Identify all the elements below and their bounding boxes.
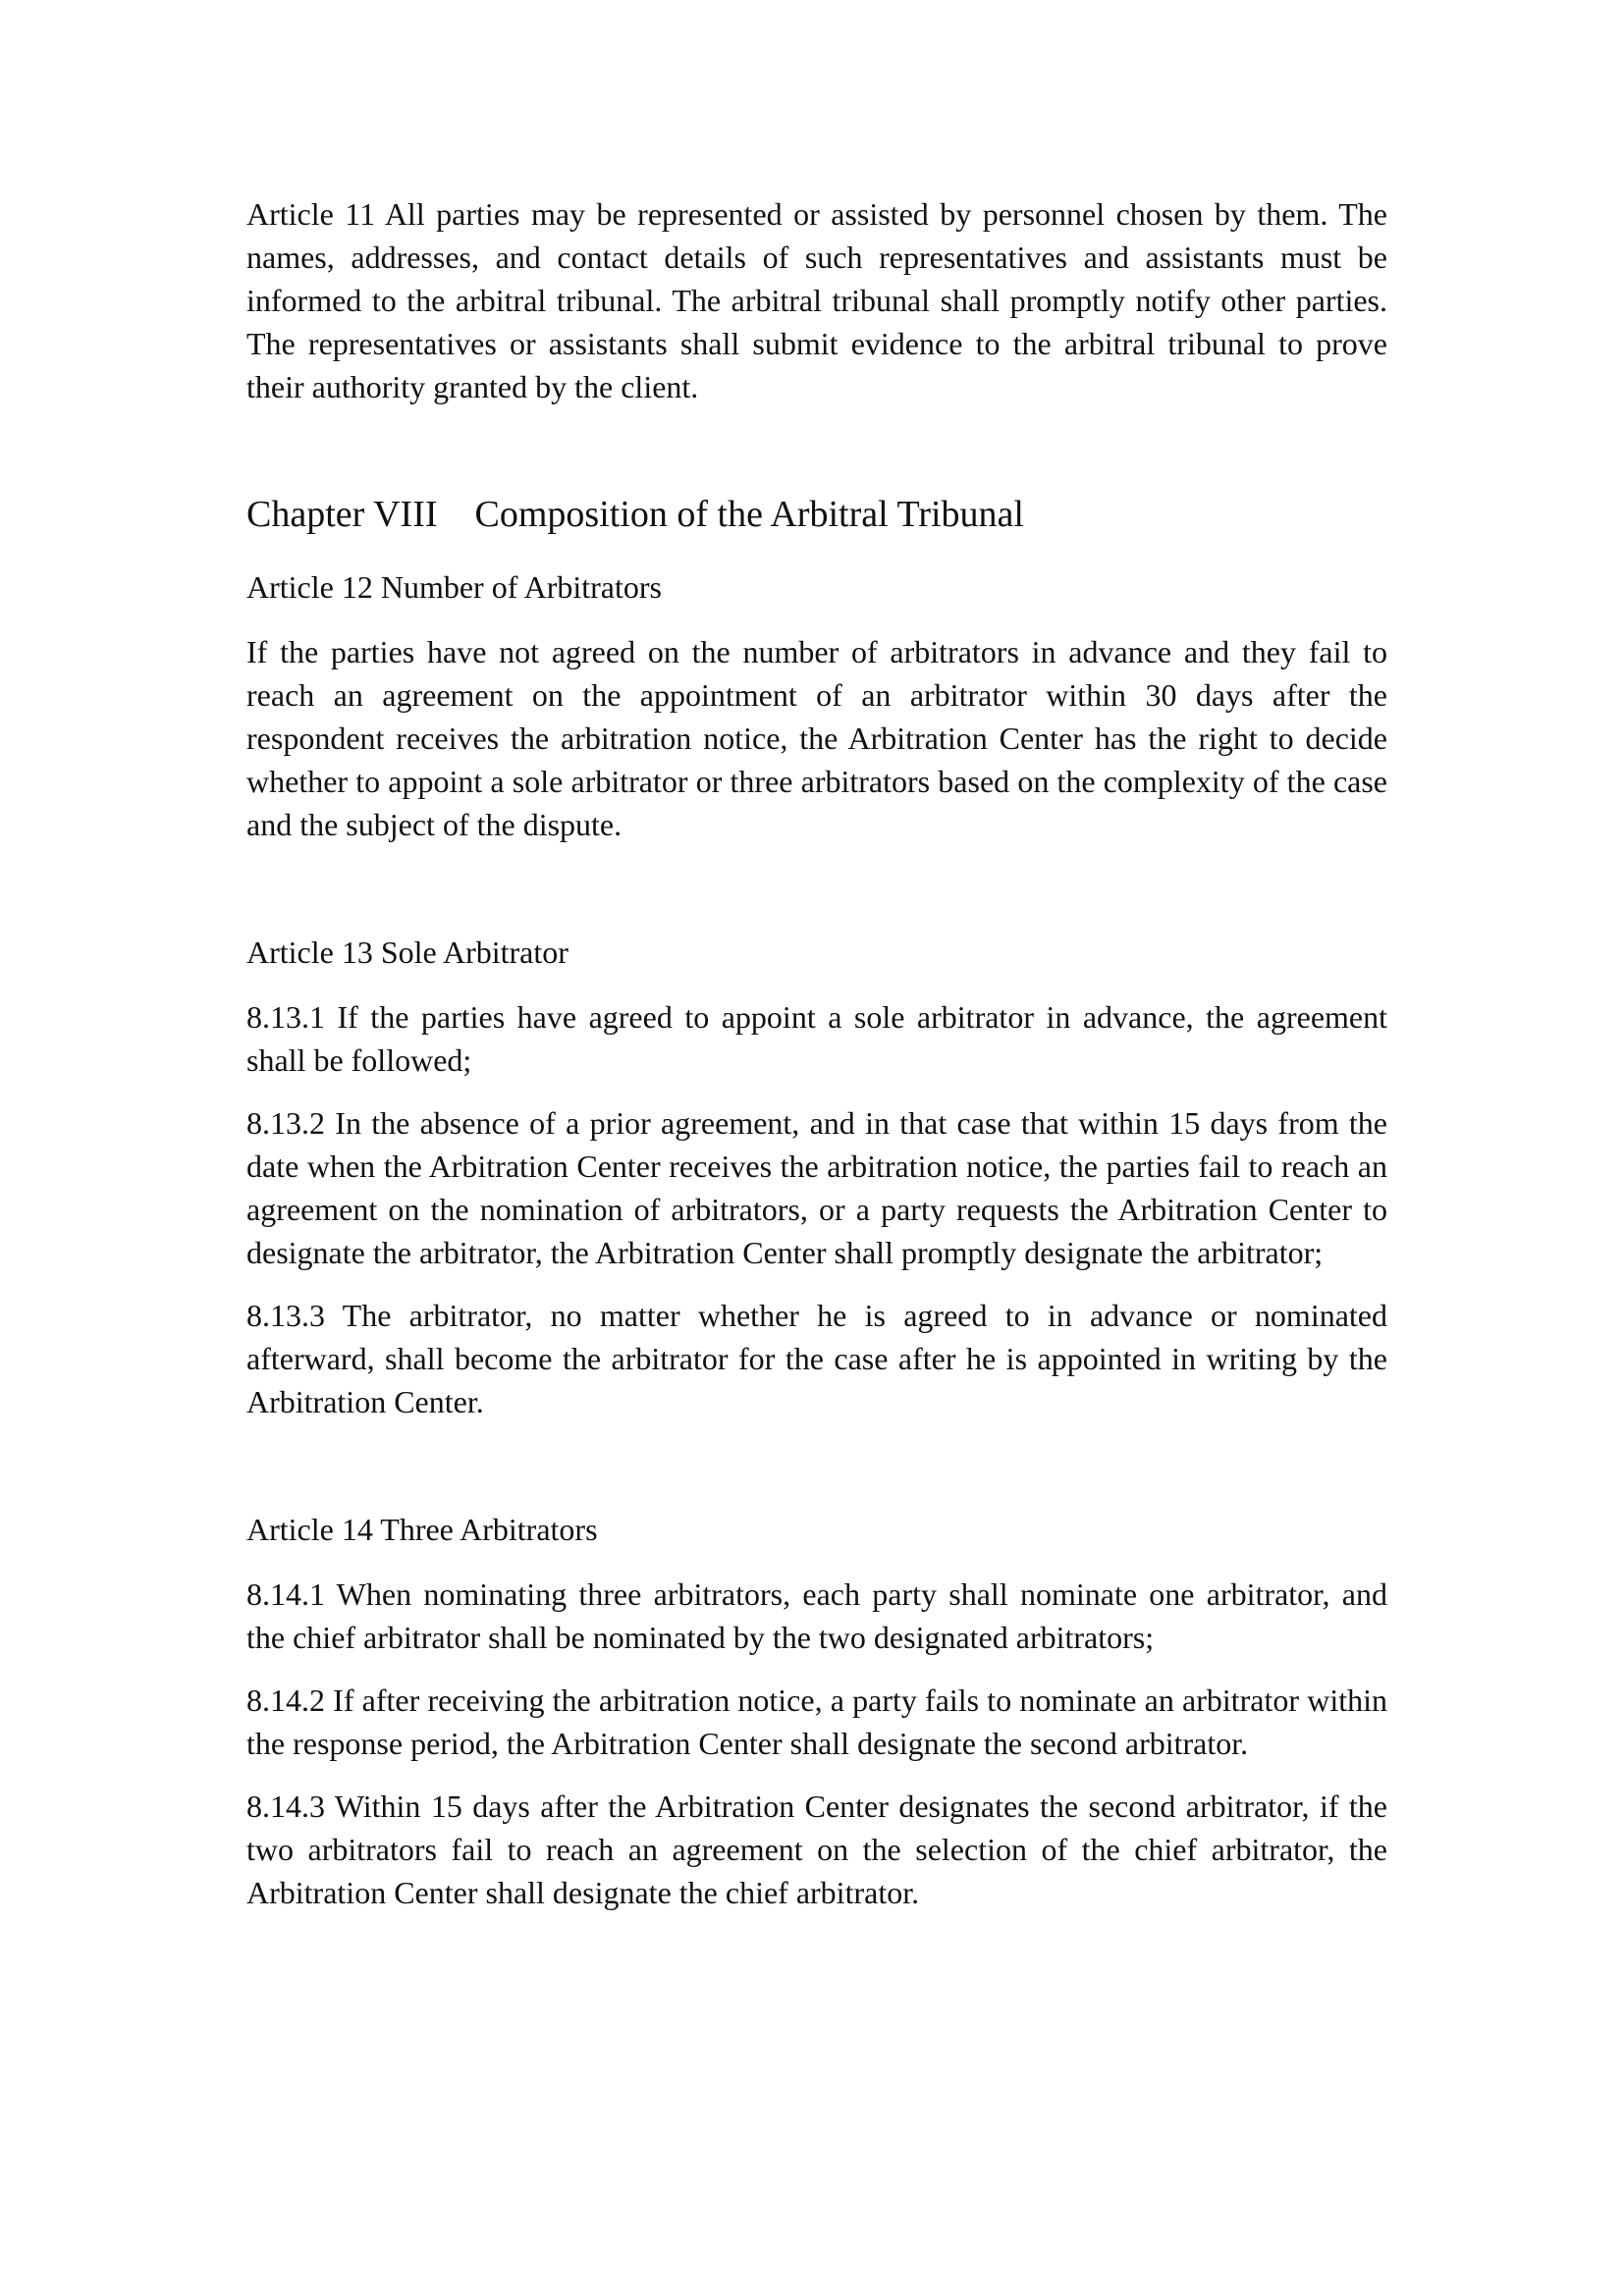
document-page [246, 192, 1387, 1914]
article-13-heading: Article 13 Sole Arbitrator [246, 934, 568, 970]
article-11-paragraph: Article 11 All parties may be represented or assisted by personnel chosen by them. The names, addresses, and contact details of such representatives and assistants must be informed to the arbitral tribunal. The arbitral tribunal shall promptly notify other parties. The representatives or assistants shall submit evidence to the arbitral tribunal to prove their authority granted by the client. [246, 196, 1387, 404]
clause-8-14-3: 8.14.3 Within 15 days after the Arbitration Center designates the second arbitrator, if the two arbitrators fail to reach an agreement on the selection of the chief arbitrator, the Arbitration Center shall designate the chief arbitrator. [246, 1789, 1387, 1910]
article-14-heading: Article 14 Three Arbitrators [246, 1512, 598, 1547]
clause-8-14-2: 8.14.2 If after receiving the arbitration notice, a party fails to nominate an arbitrator within the response period, the Arbitration Center shall designate the second arbitrator. [246, 1682, 1387, 1761]
clause-8-14-1: 8.14.1 When nominating three arbitrators, each party shall nominate one arbitrator, and the chief arbitrator shall be nominated by the two designated arbitrators; [246, 1576, 1387, 1655]
clause-8-13-3: 8.13.3 The arbitrator, no matter whether he is agreed to in advance or nominated afterward, shall become the arbitrator for the case after he is appointed in writing by the Arbitration Center. [246, 1298, 1387, 1419]
chapter-title: Chapter VIII Composition of the Arbitral Tribunal [246, 494, 1024, 535]
article-12-heading: Article 12 Number of Arbitrators [246, 569, 662, 605]
clause-8-13-1: 8.13.1 If the parties have agreed to appoint a sole arbitrator in advance, the agreement shall be followed; [246, 999, 1387, 1078]
article-12-paragraph: If the parties have not agreed on the number of arbitrators in advance and they fail to reach an agreement on the appointment of an arbitrator within 30 days after the respondent receives the arbitration notice, the Arbitration Center has the right to decide whether to appoint a sole arbitrator or three arbitrators based on the complexity of the case and the subject of the dispute. [246, 634, 1387, 842]
clause-8-13-2: 8.13.2 In the absence of a prior agreement, and in that case that within 15 days from the date when the Arbitration Center receives the arbitration notice, the parties fail to reach an agreement on the nomination of arbitrators, or a party requests the Arbitration Center to designate the arbitrator, the Arbitration Center shall promptly designate the arbitrator; [246, 1105, 1387, 1270]
